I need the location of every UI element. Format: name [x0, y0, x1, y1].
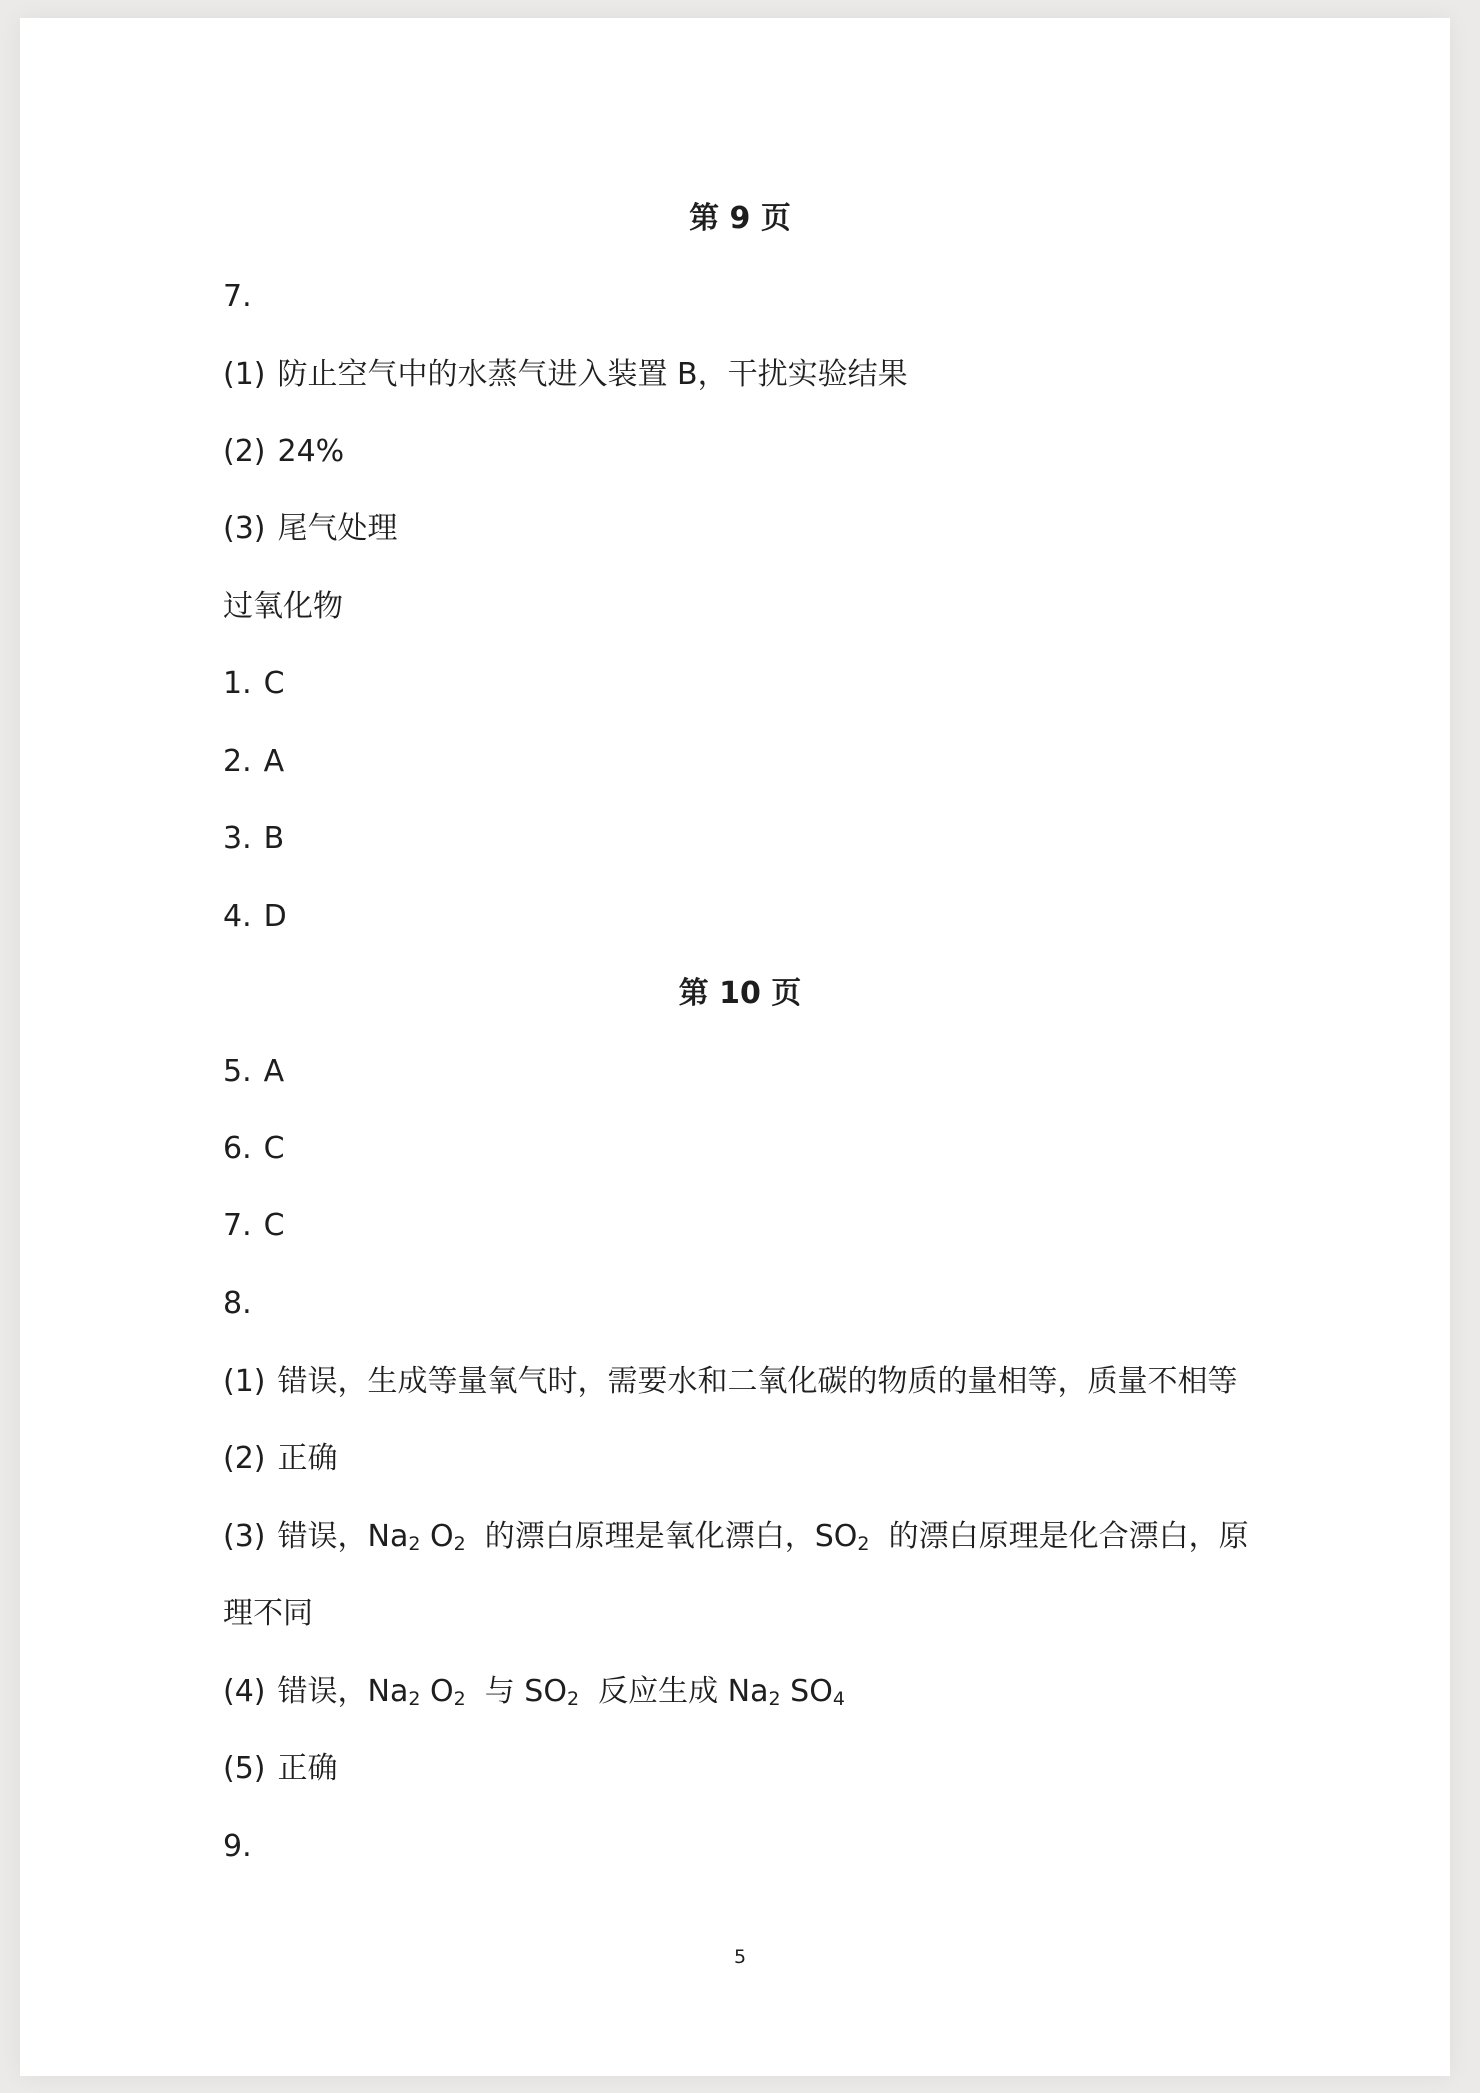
text-run: 错误，Na: [277, 1519, 409, 1554]
answer-label: (3): [223, 1519, 266, 1554]
section-title: 过氧化物: [223, 589, 343, 624]
text-run: 错误，Na: [277, 1674, 409, 1709]
answer-label: 3.: [223, 821, 252, 856]
answer-text: [278, 1519, 1249, 1554]
page-heading-10: 第 10 页: [678, 976, 802, 1011]
answer-text: A: [263, 1054, 285, 1089]
answer-label: (3): [223, 511, 266, 546]
text-run: O: [429, 1519, 454, 1554]
answer-5: [223, 1052, 284, 1092]
answer-label: 5.: [223, 1054, 252, 1089]
answer-7: [223, 1206, 285, 1246]
text-run: 的漂白原理是化合漂白，原: [888, 1519, 1249, 1554]
answer-6: [223, 1129, 285, 1169]
text-run: 与 SO: [484, 1674, 567, 1709]
subscript: 2: [453, 1533, 466, 1555]
subscript: 2: [408, 1533, 421, 1555]
text-run: SO: [790, 1674, 833, 1709]
answer-label: 2.: [223, 744, 252, 779]
subscript: 2: [453, 1688, 466, 1710]
answer-label: 6.: [223, 1131, 252, 1166]
answer-text: B: [263, 821, 285, 856]
question-8-number: 8.: [223, 1286, 252, 1321]
answer-text: 24%: [277, 434, 345, 469]
answer-text: C: [263, 666, 285, 701]
subscript: 2: [566, 1688, 580, 1710]
text-run: 反应生成 Na: [598, 1674, 769, 1709]
answer-8-3-continued: 理不同: [223, 1596, 313, 1631]
answer-8-2: [223, 1439, 338, 1479]
answer-text: 防止空气中的水蒸气进入装置 B，干扰实验结果: [277, 357, 908, 392]
answer-8-5: [223, 1749, 338, 1789]
answer-label: (2): [223, 434, 266, 469]
answer-text: 正确: [277, 1441, 338, 1476]
text-run: O: [429, 1674, 454, 1709]
answer-label: (2): [223, 1441, 266, 1476]
answer-label: 7.: [223, 1208, 252, 1243]
answer-label: 1.: [223, 666, 252, 701]
answer-text: 错误，生成等量氧气时，需要水和二氧化碳的物质的量相等，质量不相等: [277, 1364, 1238, 1399]
answer-text: 正确: [277, 1751, 338, 1786]
subscript: 2: [857, 1533, 870, 1555]
answer-8-4: [223, 1672, 845, 1719]
answer-label: (4): [223, 1674, 266, 1709]
answer-label: (1): [223, 357, 266, 392]
question-7-number: 7.: [223, 279, 252, 314]
answer-text: 尾气处理: [277, 511, 398, 546]
answer-1: [223, 664, 285, 704]
subscript: 4: [832, 1688, 845, 1710]
answer-text: C: [263, 1131, 285, 1166]
answer-7-1: [223, 355, 908, 395]
answer-2: [223, 742, 284, 782]
answer-8-3: [223, 1517, 1249, 1564]
answer-text: D: [263, 899, 287, 934]
answer-text: C: [263, 1208, 285, 1243]
answer-label: (1): [223, 1364, 266, 1399]
answer-3: [223, 819, 284, 859]
page-heading-9: 第 9 页: [689, 201, 791, 236]
answer-7-3: [223, 509, 398, 549]
answer-7-2: [223, 432, 344, 472]
text-run: 的漂白原理是氧化漂白，SO: [484, 1519, 858, 1554]
page-number: 5: [733, 1946, 747, 1968]
answer-label: (5): [223, 1751, 266, 1786]
answer-8-1: [223, 1362, 1238, 1402]
answer-text: [278, 1674, 845, 1709]
subscript: 2: [768, 1688, 781, 1710]
question-9-number: 9.: [223, 1829, 252, 1864]
answer-4: [223, 897, 287, 937]
answer-label: 4.: [223, 899, 252, 934]
subscript: 2: [408, 1688, 421, 1710]
answer-text: A: [263, 744, 285, 779]
